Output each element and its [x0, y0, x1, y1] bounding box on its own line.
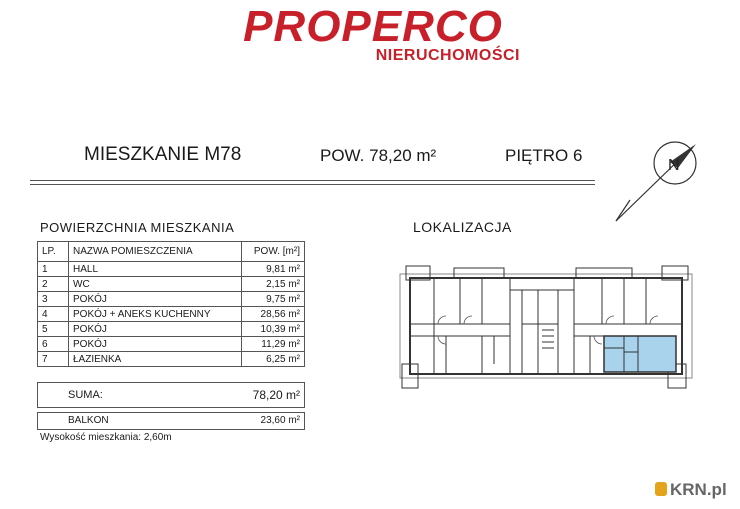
- row-area: 10,39 m²: [242, 322, 305, 337]
- balcony-value: 23,60 m²: [260, 415, 300, 426]
- svg-text:N: N: [668, 157, 680, 174]
- row-area: 28,56 m²: [242, 307, 305, 322]
- row-name: POKÓJ: [69, 292, 242, 307]
- floor-plan: [398, 264, 694, 392]
- row-area: 9,81 m²: [242, 262, 305, 277]
- row-lp: 3: [38, 292, 69, 307]
- row-name: POKÓJ: [69, 337, 242, 352]
- col-name-header: NAZWA POMIESZCZENIA: [69, 242, 242, 262]
- apartment-title: MIESZKANIE M78: [84, 144, 242, 165]
- table-row: [38, 307, 305, 322]
- location-section-title: LOKALIZACJA: [413, 219, 512, 235]
- north-arrow-icon: [612, 138, 702, 228]
- row-lp: 1: [38, 262, 69, 277]
- ceiling-height-note: Wysokość mieszkania: 2,60m: [40, 432, 172, 443]
- table-header-row: [38, 242, 305, 262]
- rooms-section-title: POWIERZCHNIA MIESZKANIA: [40, 220, 235, 235]
- apartment-floor: PIĘTRO 6: [505, 146, 583, 165]
- row-area: 9,75 m²: [242, 292, 305, 307]
- row-lp: 2: [38, 277, 69, 292]
- brand-tagline: NIERUCHOMOŚCI: [375, 47, 520, 64]
- apartment-area: POW. 78,20 m²: [320, 146, 437, 165]
- krn-watermark-text: KRN.pl: [670, 480, 727, 499]
- rooms-table: [37, 241, 305, 367]
- header-rule-bottom: [30, 184, 595, 185]
- col-area-header: POW. [m²]: [242, 242, 305, 262]
- row-lp: 5: [38, 322, 69, 337]
- table-row: [38, 277, 305, 292]
- header-rule-top: [30, 180, 595, 181]
- brand-logo: PROPERCO: [243, 2, 503, 51]
- row-name: WC: [69, 277, 242, 292]
- row-area: 2,15 m²: [242, 277, 305, 292]
- balcony-row: [37, 412, 305, 430]
- sum-label: SUMA:: [68, 389, 103, 401]
- row-name: HALL: [69, 262, 242, 277]
- krn-watermark: [655, 480, 727, 500]
- table-row: [38, 352, 305, 367]
- sum-row: [37, 382, 305, 408]
- sum-value: 78,20 m²: [252, 388, 300, 402]
- table-row: [38, 292, 305, 307]
- row-area: 6,25 m²: [242, 352, 305, 367]
- row-name: ŁAZIENKA: [69, 352, 242, 367]
- table-row: [38, 322, 305, 337]
- house-icon: [655, 482, 667, 496]
- table-row: [38, 262, 305, 277]
- row-lp: 7: [38, 352, 69, 367]
- col-lp-header: LP.: [38, 242, 69, 262]
- row-lp: 6: [38, 337, 69, 352]
- highlighted-apartment: [604, 336, 676, 372]
- balcony-label: BALKON: [68, 415, 109, 426]
- table-row: [38, 337, 305, 352]
- row-name: POKÓJ: [69, 322, 242, 337]
- row-lp: 4: [38, 307, 69, 322]
- row-area: 11,29 m²: [242, 337, 305, 352]
- row-name: POKÓJ + ANEKS KUCHENNY: [69, 307, 242, 322]
